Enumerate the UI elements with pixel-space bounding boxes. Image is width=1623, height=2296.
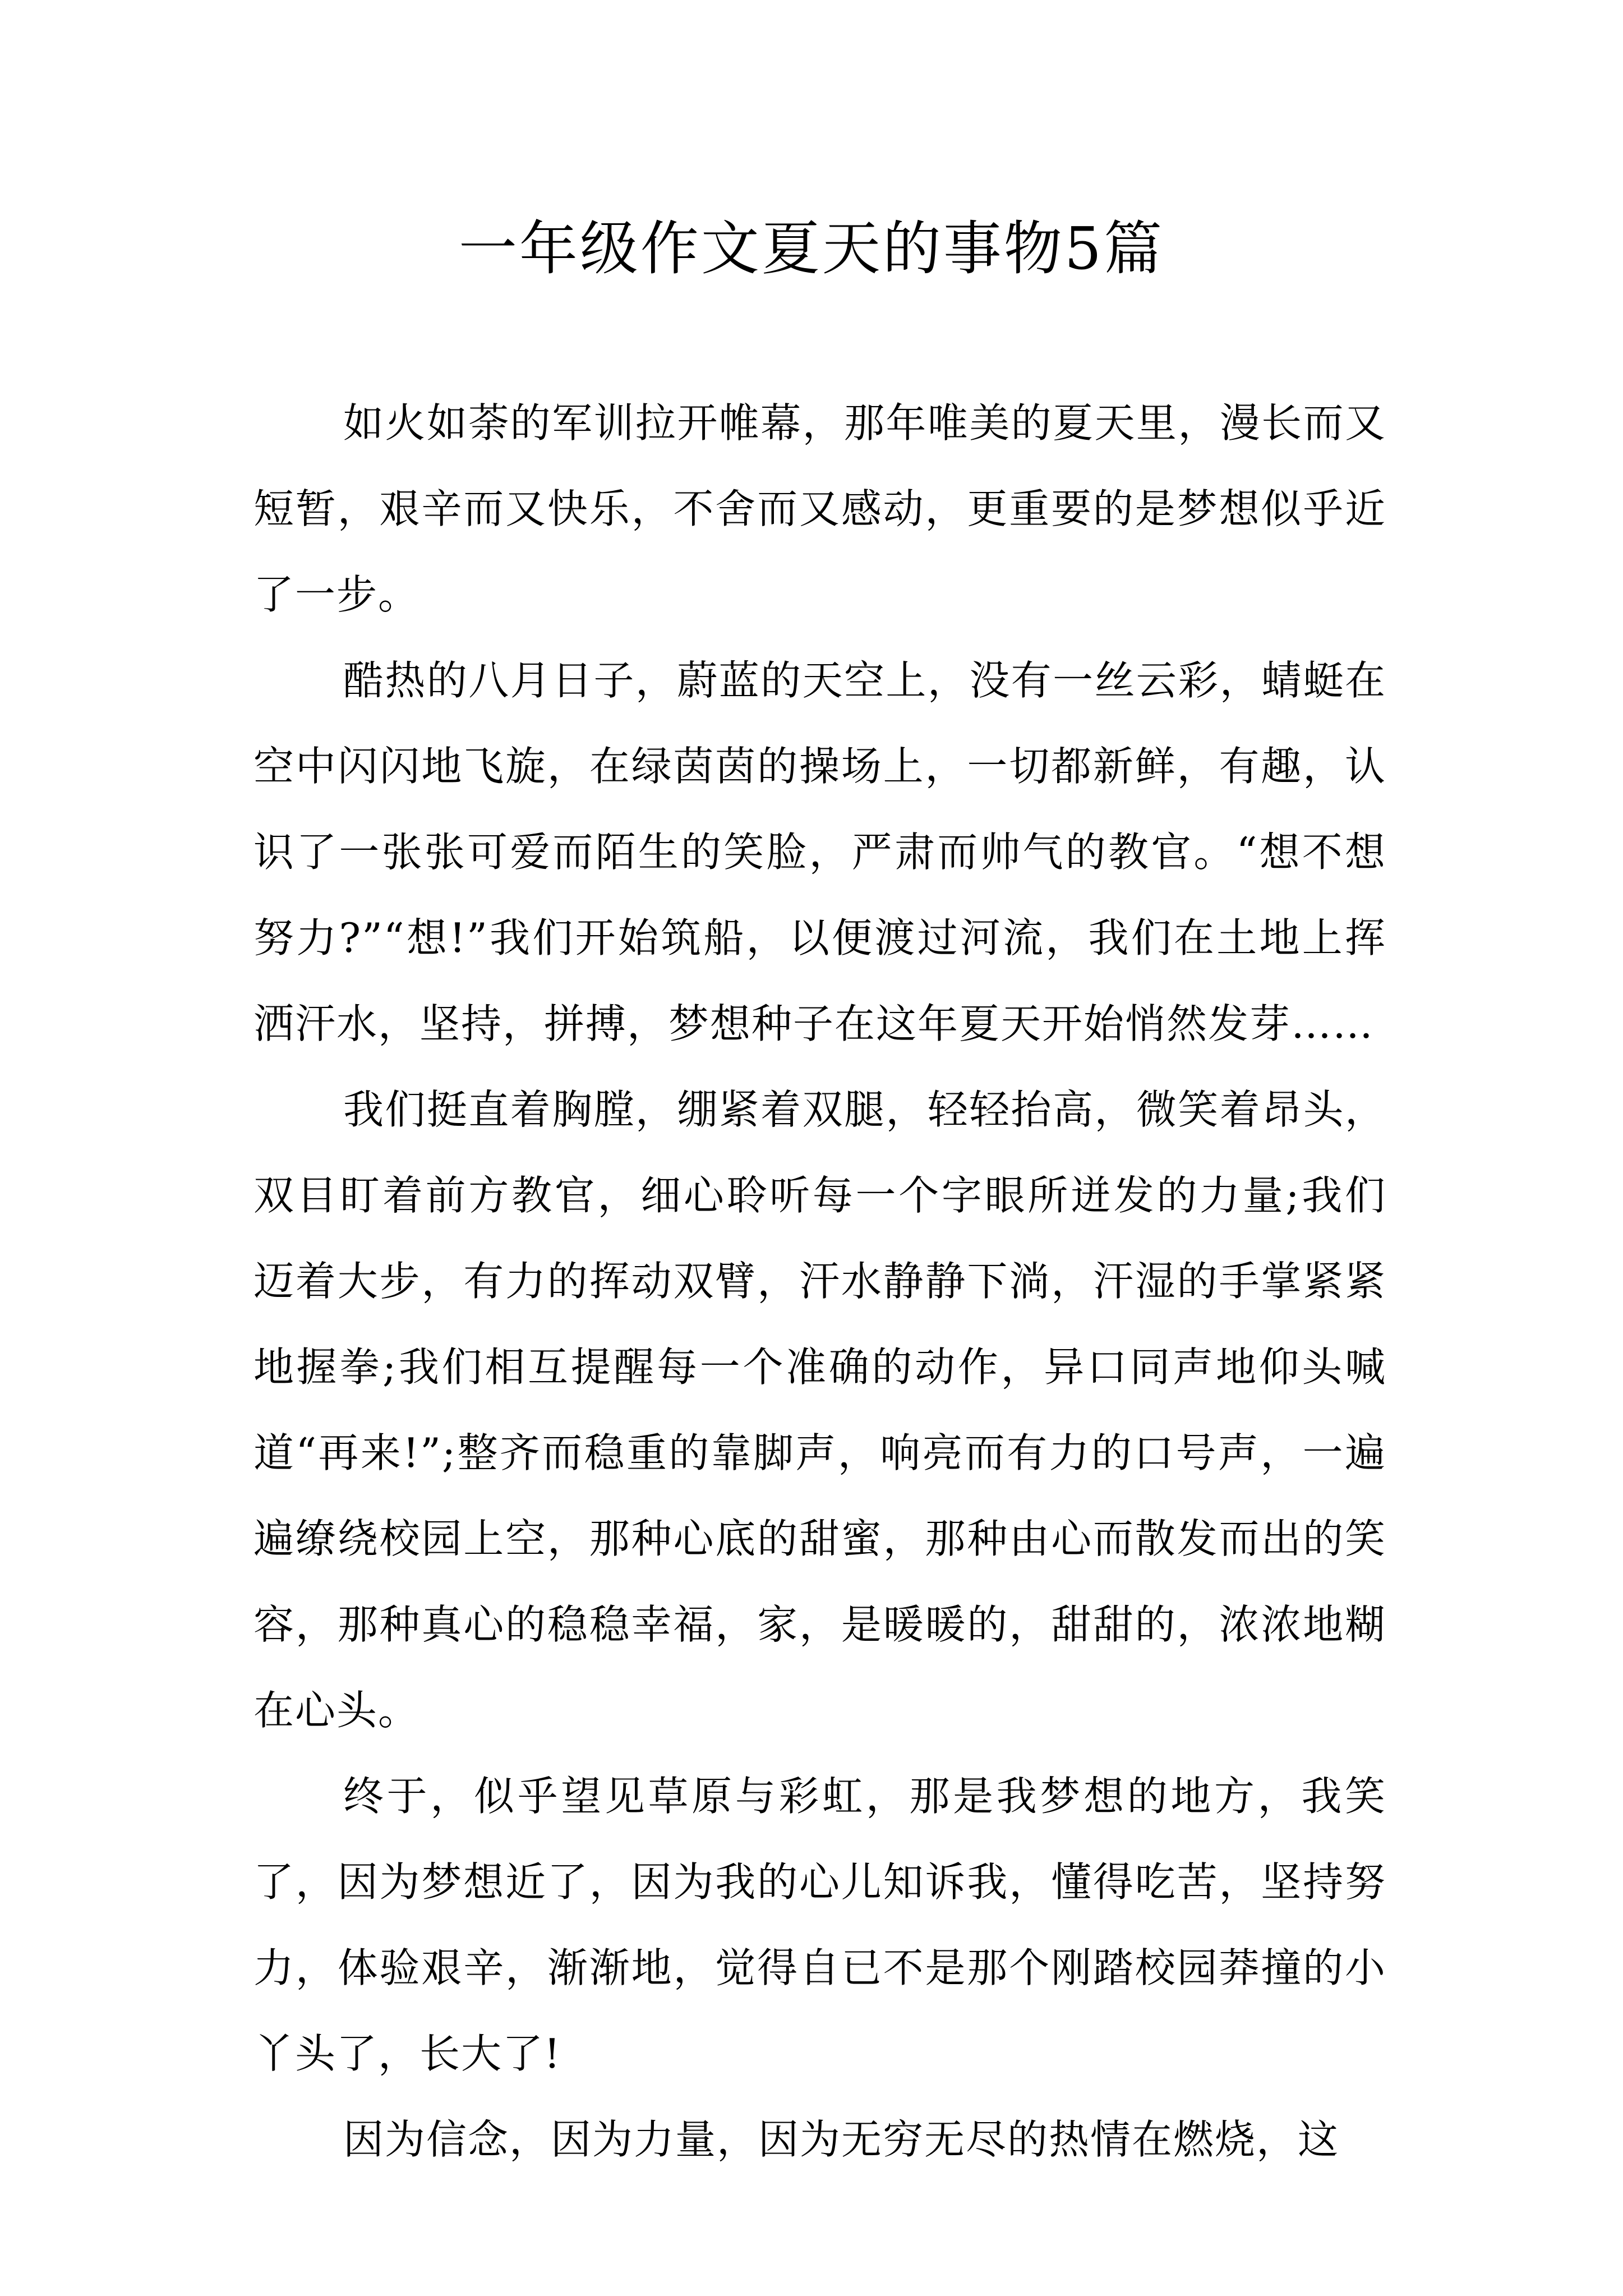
- paragraph-5: 因为信念，因为力量，因为无穷无尽的热情在燃烧，这: [343, 2116, 1340, 2163]
- paragraph-1: 如火如荼的军训拉开帷幕，那年唯美的夏天里，漫长而又短暂，艰辛而又快乐，不舍而又感动，更重要的是梦想似乎近了一步。: [253, 399, 1386, 618]
- paragraph-3: 我们挺直着胸膛，绷紧着双腿，轻轻抬高，微笑着昂头，双目盯着前方教官，细心聆听每一个字眼所迸发的力量;我们迈着大步，有力的挥动双臂，汗水静静下淌，汗湿的手掌紧紧地握拳;我们相互提醒每一个准确的动作，异口同声地仰头喊道“再来!”;整齐而稳重的靠脚声，响亮而有力的口号声，一遍遍缭绕校园上空，那种心底的甜蜜，那种由心而散发而出的笑容，那种真心的稳稳幸福，家，是暖暖的，甜甜的，浓浓地糊在心头。: [253, 1086, 1386, 1734]
- paragraph-4: 终于，似乎望见草原与彩虹，那是我梦想的地方，我笑了，因为梦想近了，因为我的心儿知诉我，懂得吃苦，坚持努力，体验艰辛，渐渐地，觉得自已不是那个刚踏校园莽撞的小丫头了，长大了!: [253, 1773, 1386, 2077]
- paragraph-2: 酷热的八月日子，蔚蓝的天空上，没有一丝云彩，蜻蜓在空中闪闪地飞旋，在绿茵茵的操场上，一切都新鲜，有趣，认识了一张张可爱而陌生的笑脸，严肃而帅气的教官。“想不想努力?”“想!”我们开始筑船，以便渡过河流，我们在土地上挥洒汗水，坚持，拼搏，梦想种子在这年夏天开始悄然发芽……: [253, 657, 1386, 1047]
- document-body: [253, 380, 1386, 2183]
- document-title: 一年级作文夏天的事物5篇: [458, 214, 1165, 283]
